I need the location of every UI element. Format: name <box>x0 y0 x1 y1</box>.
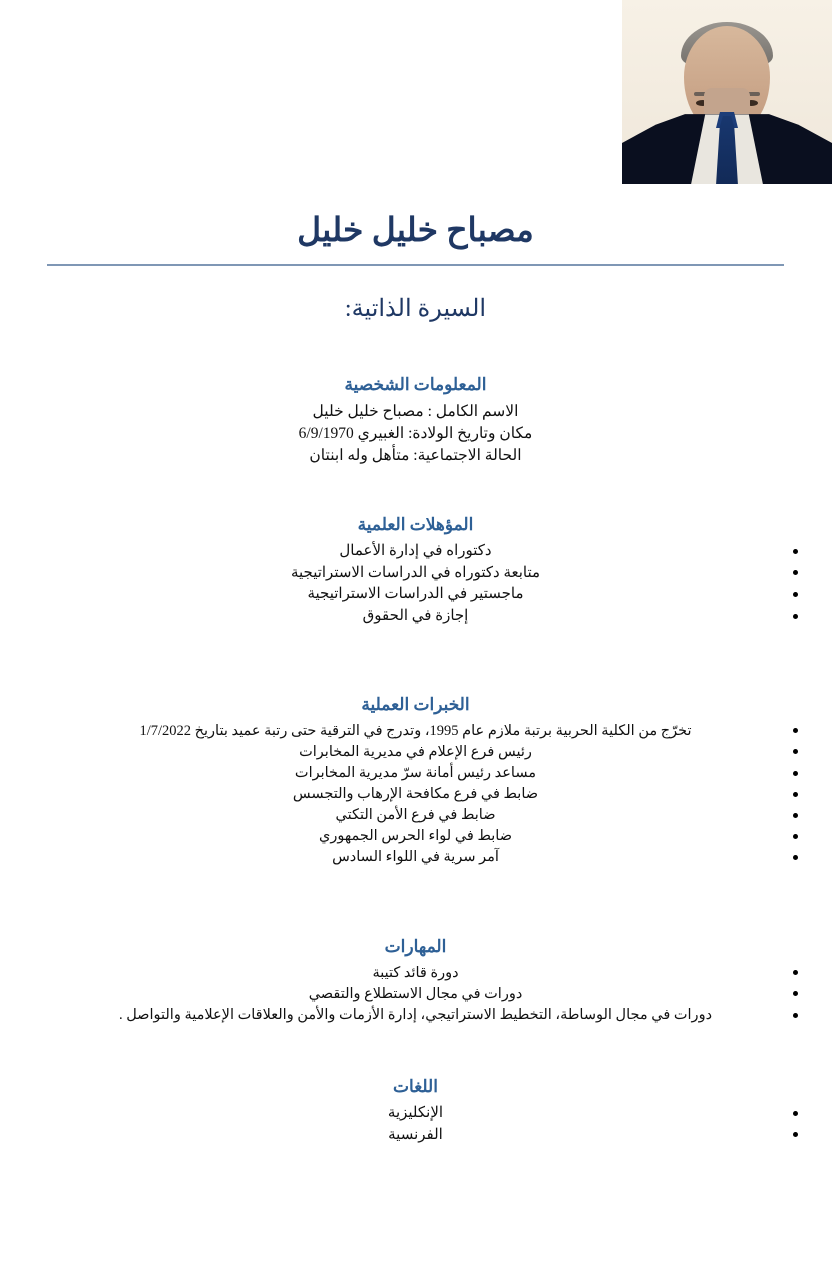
skills-item-0: دورة قائد كتيبة <box>372 964 459 981</box>
section-heading-experience: الخبرات العملية <box>361 695 470 714</box>
page-title: مصباح خليل خليل <box>297 213 534 249</box>
document-subtitle: السيرة الذاتية: <box>344 296 487 322</box>
bullet-icon <box>793 970 798 975</box>
bullet-icon <box>793 813 798 818</box>
list-item <box>47 1103 784 1125</box>
list-item <box>47 763 784 784</box>
section-personal-information <box>47 374 784 467</box>
bullet-icon <box>793 549 798 554</box>
experience-item-3: ضابط في فرع مكافحة الإرهاب والتجسس <box>292 785 539 802</box>
skills-item-1: دورات في مجال الاستطلاع والتقصي <box>308 985 523 1002</box>
bullet-icon <box>793 749 798 754</box>
list-item <box>47 826 784 847</box>
list-item <box>47 742 784 763</box>
language-item-1: الفرنسية <box>388 1126 443 1143</box>
portrait-photo-icon <box>622 0 832 184</box>
education-item-0: دكتوراه في إدارة الأعمال <box>339 542 492 559</box>
bullet-icon <box>793 1013 798 1018</box>
experience-item-2: مساعد رئيس أمانة سرّ مديرية المخابرات <box>294 764 537 781</box>
education-item-2: ماجستير في الدراسات الاستراتيجية <box>307 586 524 603</box>
languages-list <box>47 1103 784 1147</box>
bullet-icon <box>793 570 798 575</box>
personal-line-birth: مكان وتاريخ الولادة: الغبيري 6/9/1970 <box>298 424 533 442</box>
bullet-icon <box>793 592 798 597</box>
language-item-0: الإنكليزية <box>387 1104 444 1121</box>
list-item <box>47 847 784 868</box>
experience-item-1: رئيس فرع الإعلام في مديرية المخابرات <box>299 743 532 760</box>
section-heading-languages: اللغات <box>393 1077 438 1096</box>
skills-item-2: دورات في مجال الوساطة، التخطيط الاستراتيجي، إدارة الأزمات والأمن والعلاقات الإعلامية والتواصل . <box>118 1006 713 1023</box>
experience-item-4: ضابط في فرع الأمن التكتي <box>335 807 496 823</box>
list-item <box>47 584 784 606</box>
list-item <box>47 963 784 984</box>
bullet-icon <box>793 614 798 619</box>
list-item <box>47 784 784 805</box>
skills-list <box>47 963 784 1026</box>
bullet-icon <box>793 1132 798 1137</box>
list-item <box>47 1005 784 1026</box>
section-education <box>47 514 784 628</box>
list-item <box>47 541 784 563</box>
list-item <box>47 1125 784 1147</box>
title-divider <box>47 264 784 266</box>
education-item-3: إجازة في الحقوق <box>362 608 469 625</box>
section-heading-personal: المعلومات الشخصية <box>344 375 487 394</box>
experience-item-0: تخرّج من الكلية الحربية برتبة ملازم عام 1995، وتدرج في الترقية حتى رتبة عميد بتاريخ 1/7/2022 <box>139 722 692 739</box>
profile-photo <box>622 0 832 184</box>
personal-line-marital-status: الحالة الاجتماعية: متأهل وله ابنتان <box>309 446 522 464</box>
bullet-icon <box>793 792 798 797</box>
section-heading-education: المؤهلات العلمية <box>357 515 474 534</box>
bullet-icon <box>793 991 798 996</box>
personal-line-full-name: الاسم الكامل : مصباح خليل خليل <box>312 402 519 420</box>
list-item <box>47 805 784 826</box>
education-list <box>47 541 784 628</box>
bullet-icon <box>793 1111 798 1116</box>
bullet-icon <box>793 855 798 860</box>
section-work-experience <box>47 694 784 868</box>
experience-item-6: آمر سرية في اللواء السادس <box>332 849 499 866</box>
list-item <box>47 721 784 742</box>
bullet-icon <box>793 728 798 733</box>
section-languages <box>47 1076 784 1146</box>
experience-item-5: ضابط في لواء الحرس الجمهوري <box>318 828 513 845</box>
section-heading-skills: المهارات <box>384 937 447 956</box>
section-skills <box>47 936 784 1026</box>
bullet-icon <box>793 834 798 839</box>
list-item <box>47 984 784 1005</box>
experience-list <box>47 721 784 868</box>
list-item <box>47 563 784 585</box>
education-item-1: متابعة دكتوراه في الدراسات الاستراتيجية <box>290 564 541 581</box>
bullet-icon <box>793 771 798 776</box>
list-item <box>47 606 784 628</box>
